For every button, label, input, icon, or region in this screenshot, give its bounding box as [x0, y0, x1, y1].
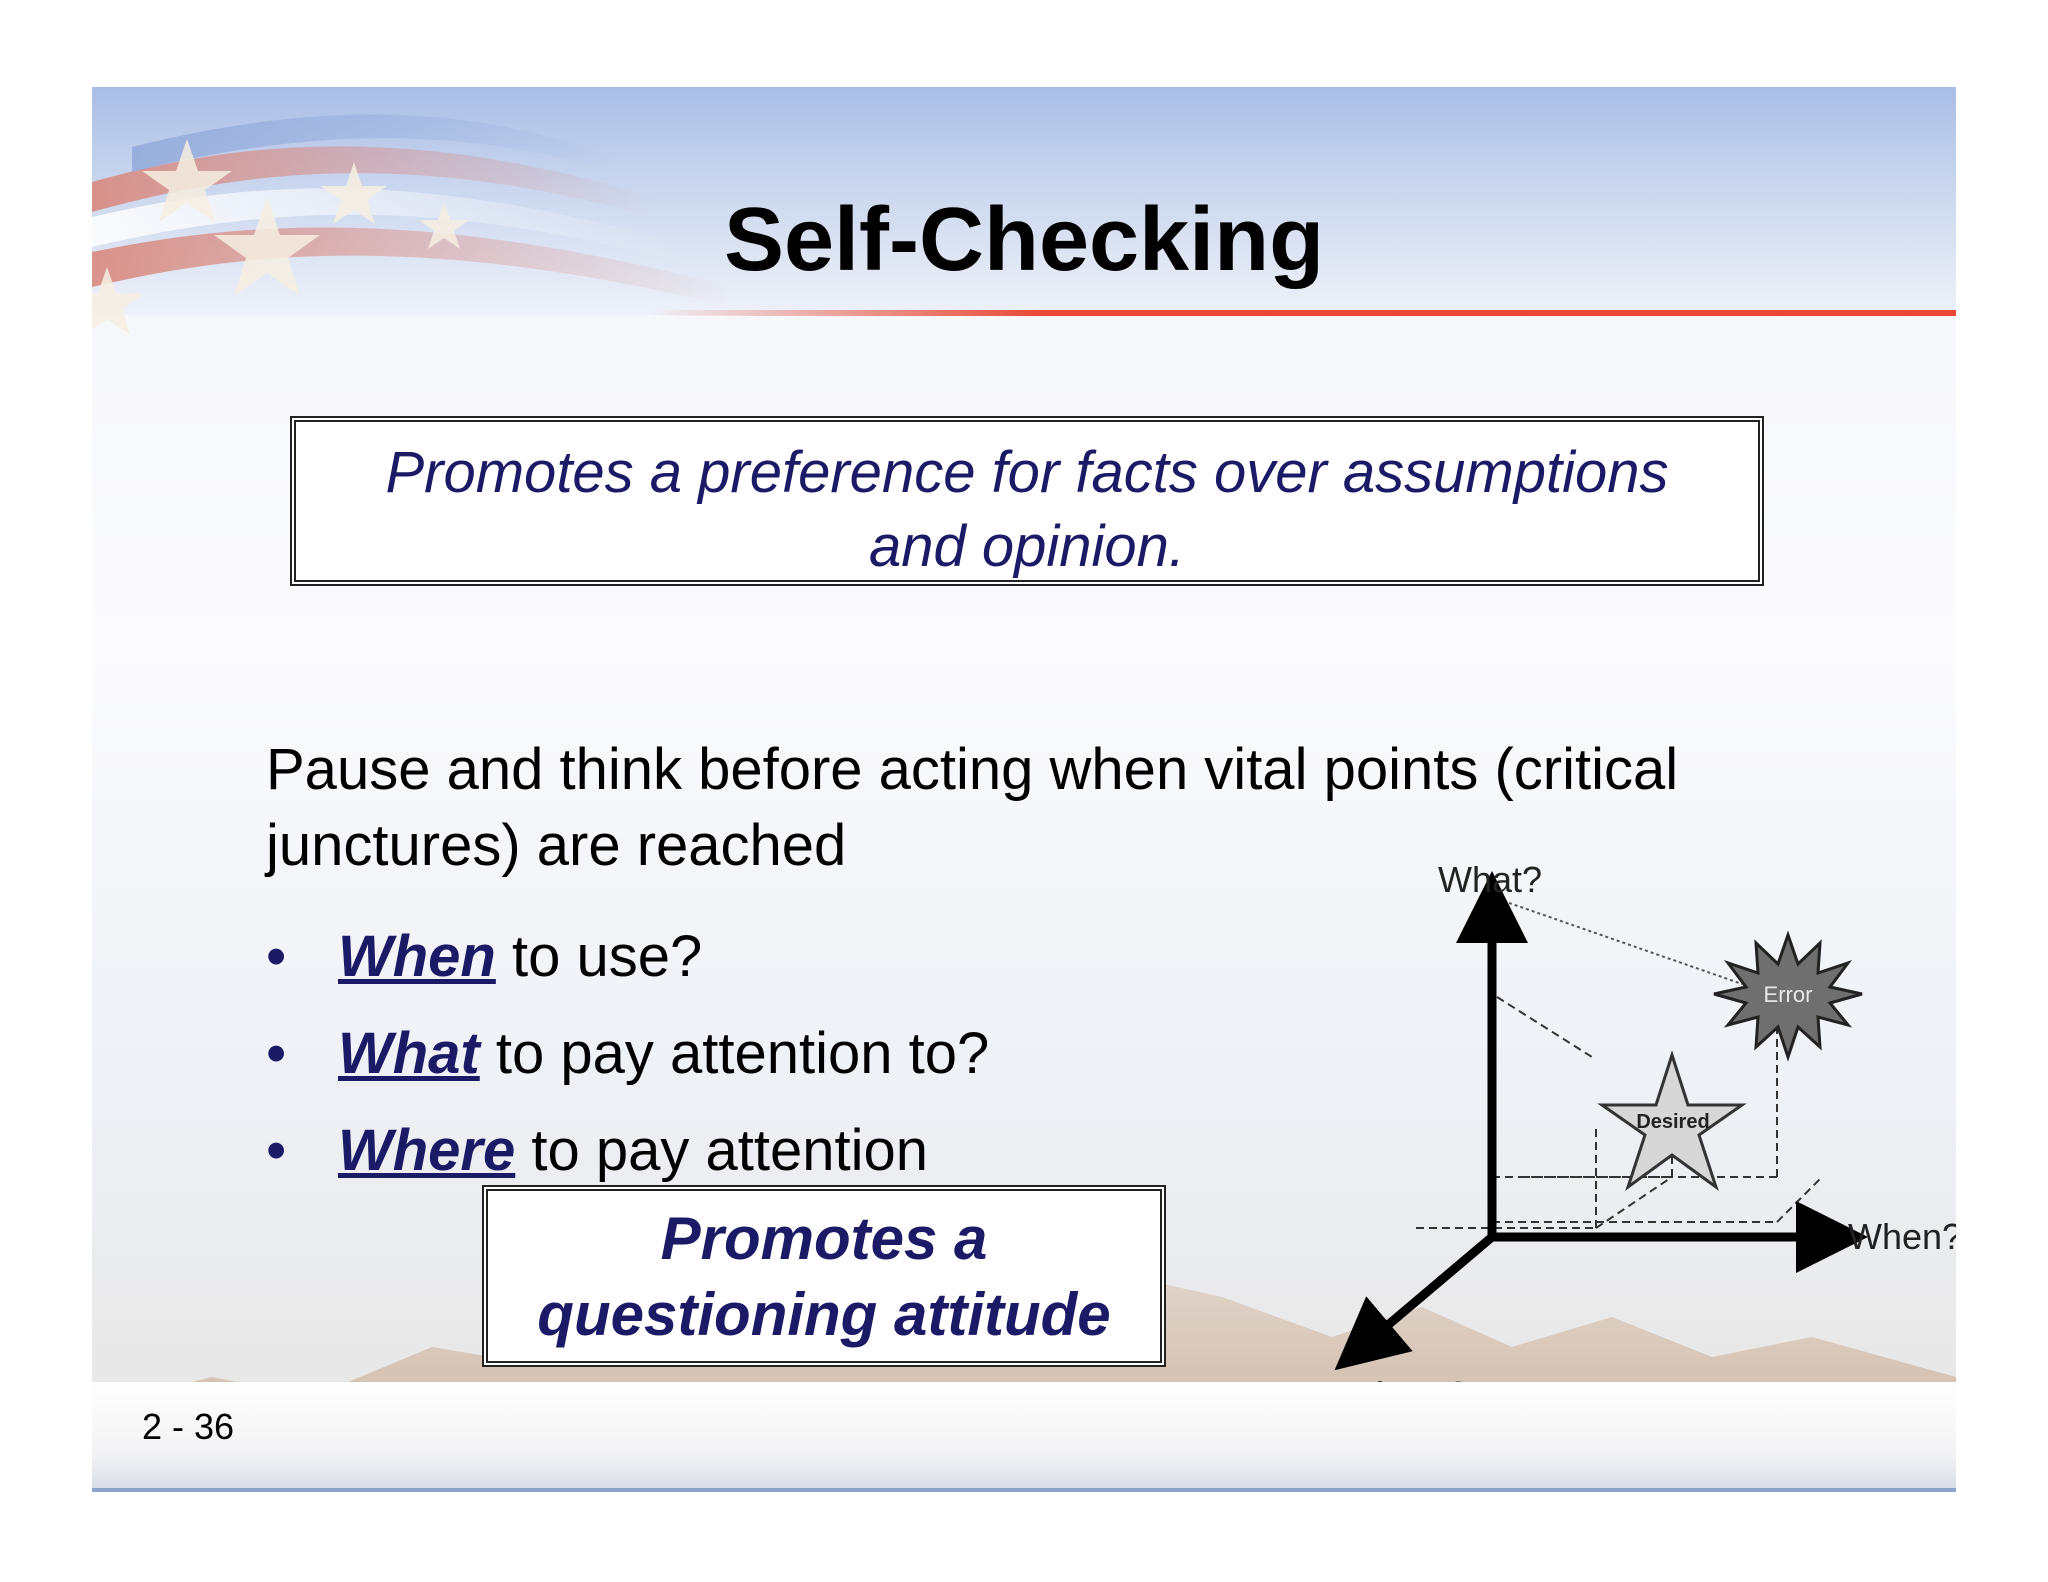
error-label: Error: [1763, 982, 1813, 1007]
bullet-text-when: to use?: [495, 924, 703, 989]
bullet-list: [266, 917, 1166, 1208]
bullet-keyword-when: When: [338, 924, 496, 989]
main-statement-line-1: Pause and think before acting when vital points (critical: [266, 737, 1679, 802]
bullet-keyword-where: Where: [338, 1118, 516, 1183]
fact-callout-box: [290, 416, 1764, 586]
bullet-dot: •: [266, 1118, 287, 1183]
attitude-callout-line-2: questioning attitude: [537, 1281, 1111, 1348]
desired-label: Desired: [1636, 1111, 1710, 1133]
bullet-item-when: [266, 917, 1166, 1014]
where-axis: [1362, 1237, 1492, 1347]
bullet-text-where: to pay attention: [515, 1118, 929, 1183]
bullet-keyword-what: What: [338, 1021, 480, 1086]
attitude-callout-box: [482, 1185, 1166, 1367]
error-guide-line: [1492, 897, 1742, 984]
slide: [92, 87, 1963, 1492]
header-rule: [652, 310, 1956, 316]
fact-callout-line-1: Promotes a preference for facts over assumptions: [385, 440, 1669, 505]
footer-bar: [92, 1382, 1956, 1492]
slide-title: Self-Checking: [723, 190, 1325, 290]
bullet-dot: •: [266, 924, 287, 989]
attitude-callout-line-1: Promotes a: [660, 1205, 988, 1272]
what-when-where-diagram: [1222, 767, 1963, 1447]
bullet-dot: •: [266, 1021, 287, 1086]
main-statement-line-2: junctures) are reached: [266, 813, 847, 878]
axis-label-when: When?: [1848, 1216, 1963, 1257]
fact-callout-line-2: and opinion.: [868, 514, 1186, 579]
page-number: 2 - 36: [142, 1406, 235, 1447]
axis-label-what: What?: [1437, 859, 1543, 900]
bullet-text-what: to pay attention to?: [479, 1021, 990, 1086]
bullet-item-what: [266, 1014, 1166, 1111]
